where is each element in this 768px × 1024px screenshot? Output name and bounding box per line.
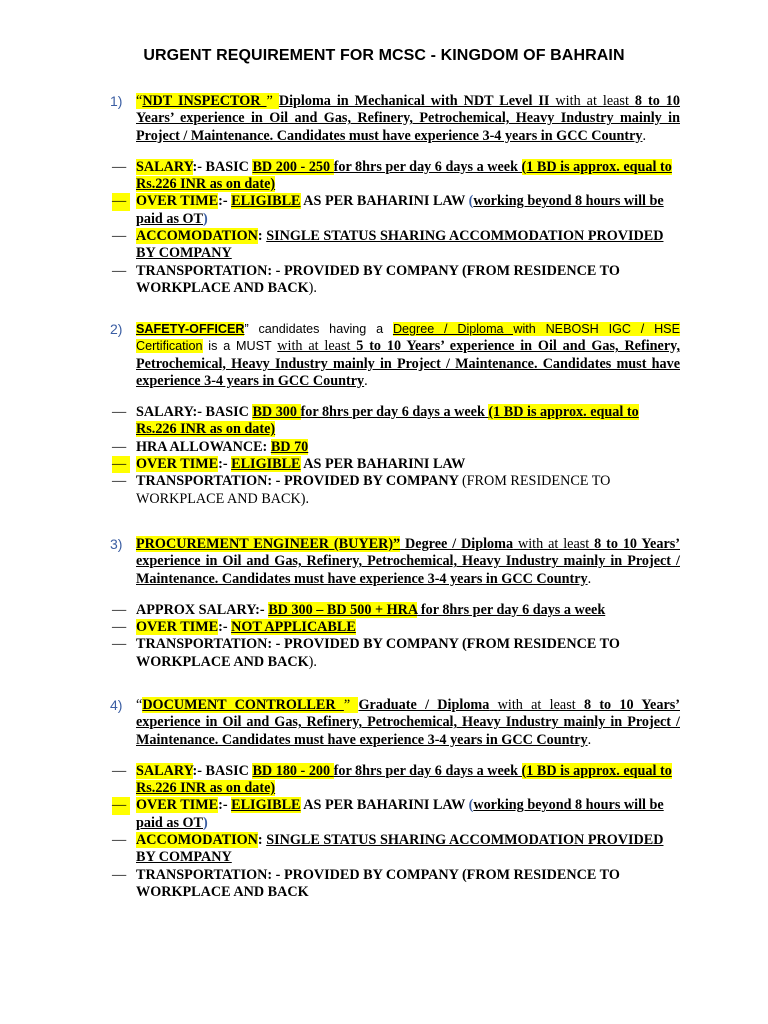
job-description: SAFETY-OFFICER” candidates having a Degree / Diploma with NEBOSH IGC / HSE Certification is a MUST with at least 5 to 10 Years’ experience in Oil and Gas, Refinery, Petrochemical, Heavy Industry mainly in Project / Maintenance. Candidates must have experience 3-4 years in GCC Country. [136,322,680,389]
transportation-item: — TRANSPORTATION: - PROVIDED BY COMPANY (FROM RESIDENCE TO WORKPLACE AND BACK [112,866,620,900]
bullet-dash: — [112,866,127,883]
transportation-item: — TRANSPORTATION: - PROVIDED BY COMPANY (FROM RESIDENCE TO WORKPLACE AND BACK). [112,262,620,296]
bullet-dash: — [112,404,127,421]
job-number: 4) [110,697,123,713]
transportation-item: — TRANSPORTATION: - PROVIDED BY COMPANY (FROM RESIDENCE TO WORKPLACE AND BACK). [112,636,620,670]
job-description: PROCUREMENT ENGINEER (BUYER)” Degree / Diploma with at least 8 to 10 Years’ experience in Oil and Gas, Refinery, Petrochemical, Heavy Industry mainly in Project / Maintenance. Candidates must have experience 3-4 years in GCC Country. [136,536,680,587]
overtime-item: — OVER TIME:- NOT APPLICABLE [112,619,356,636]
salary-item: — APPROX SALARY:- BD 300 – BD 500 + HRA for 8hrs per day 6 days a week [112,601,606,618]
bullet-dash: — [112,636,127,653]
job-description: “NDT INSPECTOR ” Diploma in Mechanical with NDT Level II with at least 8 to 10 Years’ experience in Oil and Gas, Refinery, Petrochemical, Heavy Industry mainly in Project / Maintenance. Candidates must have experience 3-4 years in GCC Country. [136,93,680,144]
bullet-dash: — [112,619,127,636]
job-number: 1) [110,93,123,109]
salary-item: — SALARY:- BASIC BD 300 for 8hrs per day 6 days a week (1 BD is approx. equal to Rs.226 INR as on date) [112,404,639,438]
job-details-list [112,159,680,297]
job-procurement-engineer [112,536,680,671]
job-safety-officer [112,321,680,508]
overtime-item: — OVER TIME:- ELIGIBLE AS PER BAHARINI LAW [112,456,466,473]
transportation-item: — TRANSPORTATION: - PROVIDED BY COMPANY (FROM RESIDENCE TO WORKPLACE AND BACK). [112,473,611,507]
bullet-dash: — [112,473,127,490]
bullet-dash: — [112,228,127,245]
salary-item: — SALARY:- BASIC BD 200 - 250 for 8hrs per day 6 days a week (1 BD is approx. equal to Rs.226 INR as on date) [112,158,672,193]
bullet-dash: — [112,797,130,814]
page-title: URGENT REQUIREMENT FOR MCSC - KINGDOM OF BAHRAIN [143,47,625,64]
bullet-dash: — [112,832,127,849]
bullet-dash: — [112,438,127,455]
job-document-controller [112,697,680,901]
hra-item: — HRA ALLOWANCE: BD 70 [112,438,309,455]
bullet-dash: — [112,456,130,473]
bullet-dash: — [112,601,127,618]
job-details-list [112,602,680,671]
overtime-item: — OVER TIME:- ELIGIBLE AS PER BAHARINI LAW (working beyond 8 hours will be paid as OT) [112,797,664,831]
bullet-dash: — [112,193,130,210]
bullet-dash: — [112,158,127,175]
job-ndt-inspector [112,93,680,297]
job-number: 2) [110,321,123,337]
accommodation-item: — ACCOMODATION: SINGLE STATUS SHARING ACCOMMODATION PROVIDED BY COMPANY [112,832,664,866]
job-description: “DOCUMENT CONTROLLER ” Graduate / Diploma with at least 8 to 10 Years’ experience in Oil and Gas, Refinery, Petrochemical, Heavy Industry mainly in Project / Maintenance. Candidates must have experience 3-4 years in GCC Country. [136,697,680,748]
salary-item: — SALARY:- BASIC BD 180 - 200 for 8hrs per day 6 days a week (1 BD is approx. equal to Rs.226 INR as on date) [112,762,672,797]
bullet-dash: — [112,262,127,279]
job-number: 3) [110,536,123,552]
job-details-list [112,763,680,901]
accommodation-item: — ACCOMODATION: SINGLE STATUS SHARING ACCOMMODATION PROVIDED BY COMPANY [112,228,664,262]
overtime-item: — OVER TIME:- ELIGIBLE AS PER BAHARINI LAW (working beyond 8 hours will be paid as OT) [112,193,664,227]
bullet-dash: — [112,762,127,779]
job-details-list [112,404,680,508]
